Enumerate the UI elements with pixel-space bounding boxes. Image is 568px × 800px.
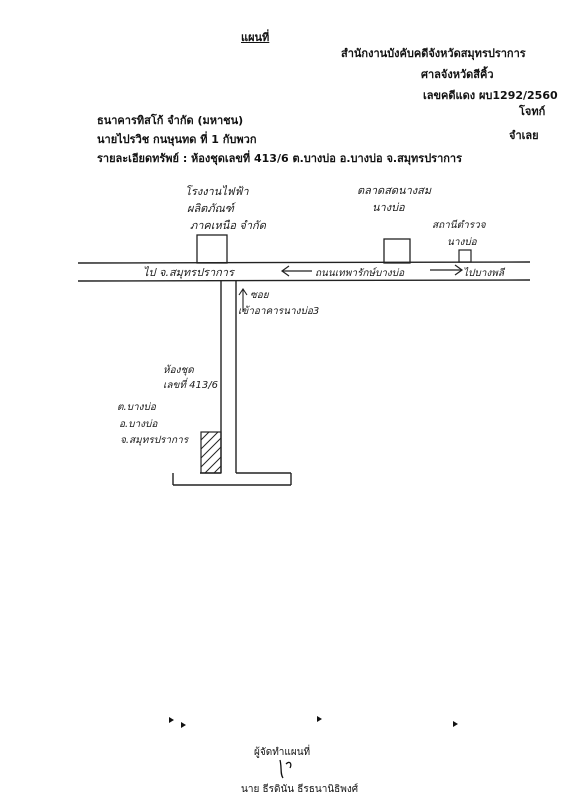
page-title: แผนที่ (241, 31, 270, 44)
office-name: สำนักงานบังคับคดีจังหวัดสมุทรปราการ (341, 47, 526, 60)
label-road-mid: ถนนเทพารักษ์บางบ่อ (315, 268, 405, 279)
signature-name: นาย ธีรดินัน ธีรธนานิธิพงศ์ (241, 784, 359, 795)
mark-2 (181, 722, 186, 728)
label-market-2: นางบ่อ (372, 201, 405, 214)
label-loc-2: อ.บางบ่อ (119, 419, 158, 430)
label-road-left: ไป จ.สมุทรปราการ (143, 266, 234, 279)
asset-description: รายละเอียดทรัพย์ : ห้องชุดเลขที่ 413/6 ต.บางบ่อ อ.บางบ่อ จ.สมุทรปราการ (97, 152, 463, 165)
defendant-label: จำเลย (509, 129, 539, 142)
label-factory-3: ภาคเหนือ จำกัด (190, 219, 266, 232)
label-factory-1: โรงงานไฟฟ้า (185, 185, 249, 198)
mark-1 (169, 717, 174, 723)
label-loc-3: จ.สมุทรปราการ (120, 435, 189, 446)
court-name: ศาลจังหวัดสีคิ้ว (421, 68, 494, 81)
label-road-right: ไปบางพลี (463, 268, 504, 279)
defendant-person: นายไปรวิช กนษุนทด ที่ 1 กับพวก (97, 133, 257, 146)
label-station-1: สถานีตำรวจ (432, 220, 486, 231)
label-soi-1: ซอย (250, 290, 269, 301)
plaintiff-bank: ธนาคารทิสโก้ จำกัด (มหาชน) (97, 114, 244, 127)
hatch-lines (201, 432, 221, 473)
mark-3 (317, 716, 322, 722)
label-unit-1: ห้องชุด (163, 365, 194, 376)
label-factory-2: ผลิตภัณฑ์ (187, 202, 234, 215)
signature-scribble (280, 760, 291, 778)
label-soi-2: เข้าอาคารนางบ่อ3 (238, 306, 320, 317)
market-building (384, 239, 410, 263)
label-loc-1: ต.บางบ่อ (117, 402, 156, 413)
police-station-building (459, 250, 471, 262)
plaintiff-label: โจทก์ (519, 105, 546, 118)
label-station-2: นางบ่อ (447, 237, 477, 248)
mark-4 (453, 721, 458, 727)
label-market-1: ตลาดสดนางสม (357, 184, 432, 197)
label-unit-2: เลขที่ 413/6 (163, 380, 218, 391)
road-edge-bottom (78, 280, 530, 281)
factory-building (197, 235, 227, 263)
signature-caption: ผู้จัดทำแผนที่ (254, 747, 311, 758)
case-number: เลขคดีแดง ผบ1292/2560 (423, 89, 558, 102)
